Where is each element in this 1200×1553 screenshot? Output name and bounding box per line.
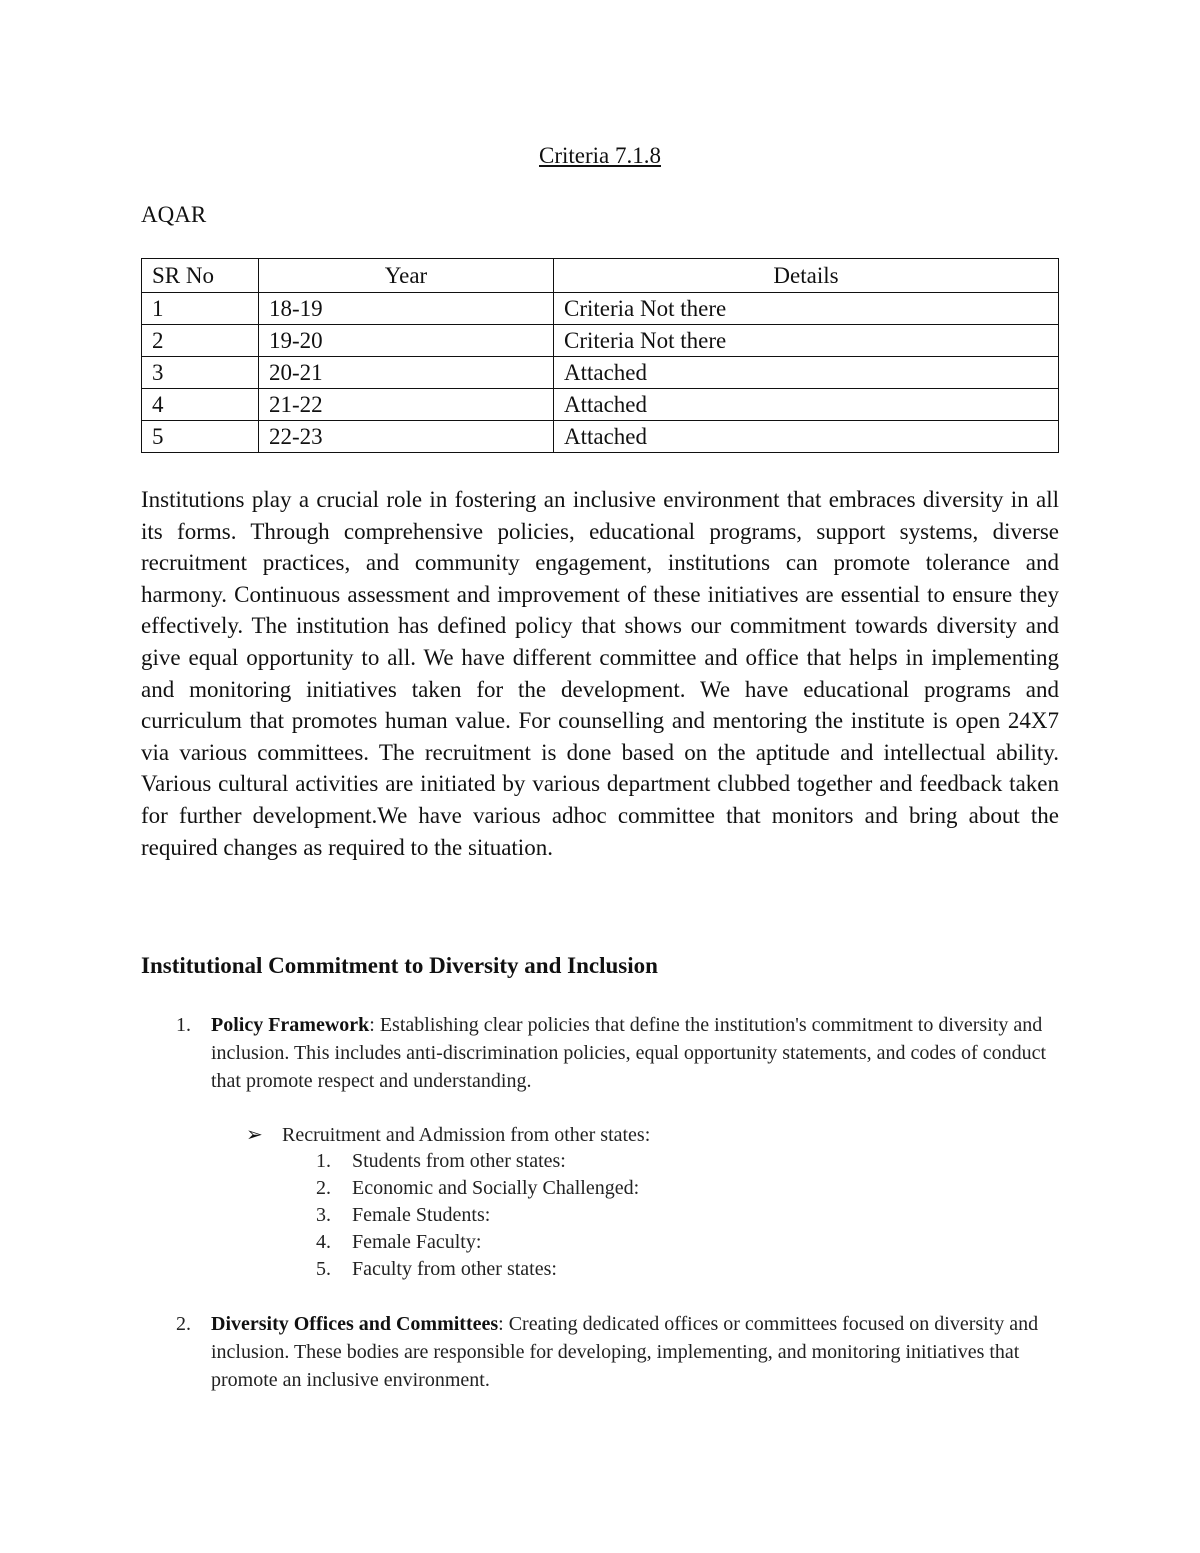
list-item-text: : Creating dedicated offices or committees focused on diversity and inclusion. These bodies are responsible for developing, implementing, and monitoring initiatives that promote an inclusive environment. [211,1313,1039,1391]
list-item [316,1202,639,1229]
table-row [142,357,1059,389]
list-item-number: 1. [316,1150,331,1172]
table-cell-details: Criteria Not there [554,293,1059,325]
table-header-row [142,259,1059,293]
list-item-diversity-offices [211,1310,1061,1394]
table-cell-details: Attached [554,389,1059,421]
list-item-label: Diversity Offices and Committees [211,1313,499,1335]
sub-list [316,1148,639,1283]
list-item-number: 4. [316,1231,331,1253]
body-paragraph: Institutions play a crucial role in fostering an inclusive environment that embraces diversity in all its forms. Through comprehensive policies, educational programs, support systems, diverse recruitment practices, and community engagement, institutions can promote tolerance and harmony. Continuous assessment and improvement of these initiatives are essential to ensure they effectively. The institution has defined policy that shows our commitment towards diversity and give equal opportunity to all. We have different committee and office that helps in implementing and monitoring initiatives taken for the development. We have educational programs and curriculum that promotes human value. For counselling and mentoring the institute is open 24X7 via various committees. The recruitment is done based on the aptitude and intellectual ability. Various cultural activities are initiated by various department clubbed together and feedback taken for further development.We have various adhoc committee that monitors and bring about the required changes as required to the situation. [141,487,1059,860]
table-cell-year: 20-21 [259,357,554,389]
list-item-text: Economic and Socially Challenged: [352,1177,640,1199]
table-row [142,421,1059,453]
table-row [142,325,1059,357]
arrow-bullet-icon: ➢ [246,1124,263,1146]
table-cell-sr: 5 [142,421,259,453]
list-item-text: Female Faculty: [352,1231,482,1253]
table-cell-year: 22-23 [259,421,554,453]
table-cell-sr: 2 [142,325,259,357]
table-cell-sr: 3 [142,357,259,389]
list-item [316,1175,639,1202]
list-item-number: 3. [316,1204,331,1226]
document-title: Criteria 7.1.8 [539,143,661,168]
list-item-number: 1. [176,1014,191,1036]
list-item [316,1229,639,1256]
list-item-text: : Establishing clear policies that define the institution's commitment to diversity and inclusion. This includes anti-discrimination policies, equal opportunity statements, and codes of conduct that promote respect and understanding. [211,1014,1047,1092]
table-cell-sr: 4 [142,389,259,421]
list-item-label: Policy Framework [211,1014,370,1036]
table-header-sr-no: SR No [142,259,259,293]
list-item-number: 5. [316,1258,331,1280]
list-item-number: 2. [176,1313,191,1335]
document-subtitle: AQAR [141,202,207,227]
table-row [142,293,1059,325]
list-item [316,1148,639,1175]
table-cell-details: Criteria Not there [554,325,1059,357]
table-cell-sr: 1 [142,293,259,325]
section-heading: Institutional Commitment to Diversity and Inclusion [141,953,658,978]
table-cell-year: 21-22 [259,389,554,421]
table-cell-year: 19-20 [259,325,554,357]
table-cell-details: Attached [554,357,1059,389]
list-item-number: 2. [316,1177,331,1199]
table-row [142,389,1059,421]
list-item [316,1256,639,1283]
table-header-details: Details [554,259,1059,293]
list-item-text: Students from other states: [352,1150,566,1172]
aqar-table [141,258,1059,453]
list-item-text: Faculty from other states: [352,1258,557,1280]
list-item-policy-framework [211,1011,1061,1095]
table-cell-details: Attached [554,421,1059,453]
table-cell-year: 18-19 [259,293,554,325]
table-header-year: Year [259,259,554,293]
bullet-text: Recruitment and Admission from other states: [282,1124,651,1146]
list-item-text: Female Students: [352,1204,491,1226]
